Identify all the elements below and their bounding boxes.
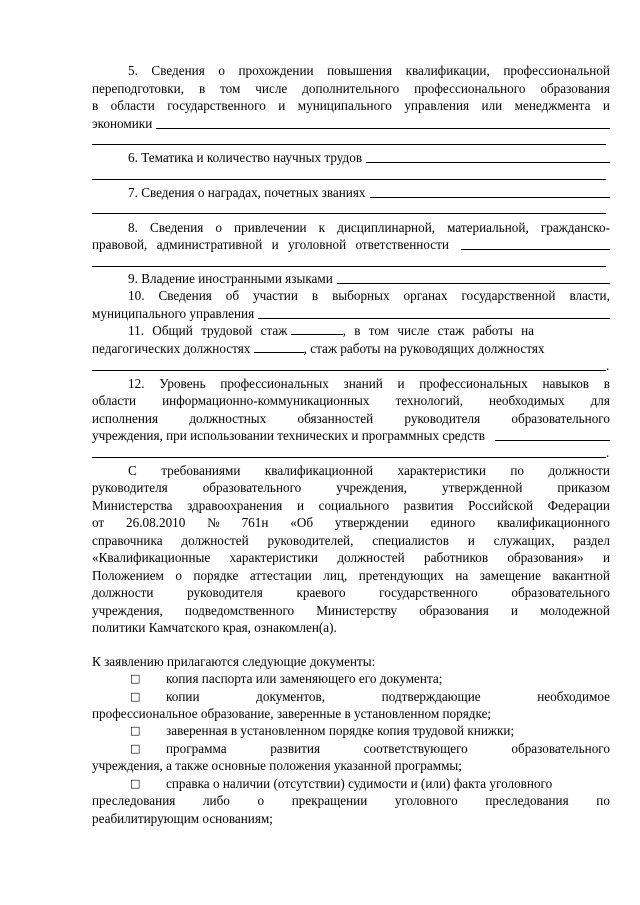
word: государственной xyxy=(461,288,556,303)
word: дисциплинарной, xyxy=(337,220,436,235)
ack-line-6 xyxy=(92,549,610,566)
word: в xyxy=(603,376,610,391)
word: привлечении xyxy=(234,220,307,235)
word: исполнения xyxy=(92,411,159,426)
word: либо xyxy=(202,793,230,808)
item-11-blank-rule xyxy=(92,370,606,371)
word: руководителей, xyxy=(267,533,354,548)
word: органах xyxy=(403,288,448,303)
word: руководителя xyxy=(404,411,481,426)
word: Сведения xyxy=(149,220,204,235)
word: преследования xyxy=(485,793,569,808)
word: муниципального xyxy=(297,98,392,113)
attachment-2-line-2: профессиональное образование, заверенные в установленном порядке; xyxy=(92,706,492,721)
word: и xyxy=(397,376,405,391)
word: руководителя xyxy=(187,585,263,600)
item-12-line-3 xyxy=(92,410,610,427)
word: навыков xyxy=(542,376,590,391)
word: Сведения xyxy=(151,63,205,78)
word: требованиями xyxy=(161,463,241,478)
word: прекращении xyxy=(291,793,368,808)
ack-line-3 xyxy=(92,497,610,514)
ack-line-7 xyxy=(92,567,610,584)
word: преследования xyxy=(92,793,176,808)
word: или xyxy=(481,98,503,113)
word: по xyxy=(596,793,610,808)
item-11-ped-stazh-blank xyxy=(254,340,304,353)
item-8-blank-rule xyxy=(92,266,606,267)
word: квалификации, xyxy=(405,63,490,78)
word: и xyxy=(278,98,286,113)
word: о xyxy=(218,63,225,78)
word: раздел xyxy=(573,533,610,548)
word: и xyxy=(467,533,475,548)
word: развития xyxy=(270,741,321,756)
word: менеджмента xyxy=(514,98,591,113)
item-6-blank-rule xyxy=(92,179,606,180)
word: в xyxy=(198,81,206,96)
word: в xyxy=(311,288,319,303)
word: переподготовки, xyxy=(92,81,185,96)
item-6-blank xyxy=(366,150,610,163)
item-12-line-4 xyxy=(92,427,610,444)
ack-line-4 xyxy=(92,514,610,531)
word: соответствующего xyxy=(363,741,468,756)
word: образования» xyxy=(507,550,584,565)
word: уголовного xyxy=(394,793,458,808)
word: С xyxy=(128,463,137,478)
word: «Об xyxy=(290,515,314,530)
item-7-blank xyxy=(370,185,610,198)
item-8-line-1 xyxy=(128,219,610,236)
item-5-text-end: экономики xyxy=(92,116,153,131)
attachment-1: копия паспорта или заменяющего его документа; xyxy=(166,671,443,686)
word: государственного xyxy=(167,98,266,113)
word: служащих, xyxy=(493,533,555,548)
item-7-blank-rule xyxy=(92,213,606,214)
word: единого xyxy=(430,515,476,530)
ack-line-10: политики Камчатского края, ознакомлен(а). xyxy=(92,620,337,635)
item-10-blank xyxy=(258,306,610,319)
word: программа xyxy=(166,741,227,756)
attachment-4-line-2: учреждения, а также основные положения указанной программы; xyxy=(92,758,462,773)
item-7-text: 7. Сведения о наградах, почетных званиях xyxy=(128,185,366,200)
item-11-text-b: , в том числе стаж работы на xyxy=(342,323,535,338)
word: прохождении xyxy=(238,63,314,78)
item-12-blank xyxy=(495,428,610,441)
word: утверждении xyxy=(334,515,409,530)
item-6-text: 6. Тематика и количество научных трудов xyxy=(128,150,363,165)
word: образовательного xyxy=(202,480,302,495)
word: информационно-коммуникационных xyxy=(162,393,370,408)
word: 26.08.2010 xyxy=(126,515,186,530)
word: квалификационного xyxy=(497,515,610,530)
word: повышения xyxy=(327,63,393,78)
word: и xyxy=(602,550,610,565)
checkbox-icon: □ xyxy=(130,777,141,790)
word: социального xyxy=(318,498,390,513)
word: государственного xyxy=(379,585,478,600)
word: образовательного xyxy=(511,585,610,600)
word: технологий, xyxy=(395,393,463,408)
word: 8. xyxy=(128,220,138,235)
word: Российской xyxy=(468,498,534,513)
word: необходимых xyxy=(489,393,565,408)
item-11-period: . xyxy=(606,358,610,373)
attachments-heading: К заявлению прилагаются следующие документы: xyxy=(92,654,376,669)
ack-line-2 xyxy=(92,479,610,496)
word: образовательного xyxy=(511,411,610,426)
word: развития xyxy=(403,498,454,513)
word: должностных xyxy=(189,411,267,426)
word: должности xyxy=(92,585,154,600)
word: о xyxy=(257,793,265,808)
word: справочника xyxy=(92,533,163,548)
word: 12. xyxy=(128,376,145,391)
word: копии xyxy=(166,689,200,704)
word: об xyxy=(225,288,240,303)
item-9-blank xyxy=(337,271,610,284)
word: власти, xyxy=(569,288,610,303)
word: профессионального xyxy=(414,81,526,96)
word: том xyxy=(220,81,241,96)
item-8-text-end: правовой, административной и уголовной ответственности xyxy=(92,237,449,252)
word: Положением xyxy=(92,568,164,583)
word: числе xyxy=(255,81,288,96)
word: вакантной xyxy=(552,568,610,583)
item-11-text-d: , стаж работы на руководящих должностях xyxy=(303,341,545,356)
word: аттестации xyxy=(249,568,312,583)
item-10-text-end: муниципального управления xyxy=(92,306,255,321)
word: должностей xyxy=(181,533,249,548)
item-12-period: . xyxy=(606,445,610,460)
attachment-2-line-1 xyxy=(166,688,610,705)
item-7-line xyxy=(128,184,610,201)
item-12-blank-rule xyxy=(92,457,606,458)
checkbox-icon: □ xyxy=(130,724,141,737)
item-11-total-stazh-blank xyxy=(291,322,343,335)
word: на xyxy=(455,568,469,583)
word: здравоохранения xyxy=(187,498,283,513)
word: и xyxy=(510,603,518,618)
word: характеристики xyxy=(397,463,486,478)
item-12-line-1 xyxy=(128,375,610,392)
word: работников xyxy=(424,550,489,565)
attachment-3: заверенная в установленном порядке копия трудовой книжки; xyxy=(166,723,515,738)
word: должностей xyxy=(337,550,405,565)
word: учреждения, xyxy=(92,603,163,618)
word: должности xyxy=(548,463,610,478)
word: по xyxy=(510,463,525,478)
word: 5. xyxy=(128,63,138,78)
word: в xyxy=(92,98,99,113)
word: 761н xyxy=(241,515,269,530)
word: 10. xyxy=(128,288,145,303)
item-12-line-2 xyxy=(92,392,610,409)
word: области xyxy=(92,393,137,408)
word: замещение xyxy=(479,568,541,583)
word: профессиональной xyxy=(503,63,610,78)
word: приказом xyxy=(557,480,610,495)
word: и xyxy=(296,498,304,513)
word: участии xyxy=(253,288,298,303)
word: профессиональных xyxy=(419,376,528,391)
word: утвержденной xyxy=(442,480,523,495)
checkbox-icon: □ xyxy=(130,742,141,755)
ack-line-5 xyxy=(92,532,610,549)
word: выборных xyxy=(332,288,390,303)
word: обязанностей xyxy=(297,411,374,426)
word: Министерства xyxy=(92,498,173,513)
word: № xyxy=(207,515,220,530)
item-5-line-4 xyxy=(92,115,610,132)
item-5-line-3 xyxy=(92,97,610,114)
word: квалификационной xyxy=(264,463,374,478)
item-9-text: 9. Владение иностранными языками xyxy=(128,271,333,286)
word: управления xyxy=(404,98,470,113)
word: подведомственного xyxy=(184,603,295,618)
item-10-line-1 xyxy=(128,287,610,304)
word: «Квалификационные xyxy=(92,550,211,565)
word: образования xyxy=(540,81,610,96)
word: к xyxy=(318,220,326,235)
word: и xyxy=(602,98,610,113)
item-9-line xyxy=(128,270,610,287)
word: документов, xyxy=(256,689,326,704)
item-5-blank-rule xyxy=(92,144,606,145)
item-11-text-a: 11. Общий трудовой стаж xyxy=(128,323,288,338)
attachment-4-line-1 xyxy=(166,740,610,757)
word: необходимое xyxy=(537,689,610,704)
word: профессиональных xyxy=(220,376,329,391)
item-10-line-2 xyxy=(92,305,610,322)
checkbox-icon: □ xyxy=(130,690,141,703)
ack-line-1 xyxy=(128,462,610,479)
word: порядке xyxy=(193,568,239,583)
word: Уровень xyxy=(159,376,206,391)
word: руководителя xyxy=(92,480,168,495)
word: краевого xyxy=(296,585,346,600)
checkbox-icon: □ xyxy=(130,672,141,685)
word: гражданско- xyxy=(540,220,610,235)
word: Федерации xyxy=(547,498,610,513)
ack-line-8 xyxy=(92,584,610,601)
word: знаний xyxy=(343,376,383,391)
item-8-line-2 xyxy=(92,236,610,253)
attachment-5-line-1: справка о наличии (отсутствии) судимости и (или) факта уголовного xyxy=(166,776,553,791)
item-5-line-1 xyxy=(128,62,610,79)
word: Сведения xyxy=(158,288,212,303)
item-11-line-2 xyxy=(92,340,610,357)
attachment-5-line-2 xyxy=(92,792,610,809)
word: о xyxy=(215,220,222,235)
item-11-text-c: педагогических должностях xyxy=(92,341,251,356)
word: образовательного xyxy=(511,741,610,756)
item-8-blank xyxy=(461,237,610,250)
item-5-line-2 xyxy=(92,80,610,97)
item-11-line-1 xyxy=(128,322,610,339)
word: дополнительного xyxy=(302,81,400,96)
word: лиц, xyxy=(323,568,348,583)
attachment-5-line-3: реабилитирующим основаниям; xyxy=(92,811,273,826)
word: о xyxy=(175,568,182,583)
word: от xyxy=(92,515,105,530)
word: учреждения, xyxy=(336,480,408,495)
word: Министерству xyxy=(316,603,398,618)
word: материальной, xyxy=(447,220,529,235)
word: подтверждающие xyxy=(381,689,481,704)
item-6-line xyxy=(128,149,610,166)
word: образования xyxy=(419,603,489,618)
item-12-text-end: учреждения, при использовании технических и программных средств xyxy=(92,428,486,443)
word: области xyxy=(110,98,155,113)
ack-line-9 xyxy=(92,602,610,619)
word: специалистов xyxy=(372,533,449,548)
word: для xyxy=(590,393,610,408)
word: характеристики xyxy=(229,550,318,565)
word: претендующих xyxy=(358,568,444,583)
word: молодежной xyxy=(540,603,610,618)
item-5-blank xyxy=(156,116,610,129)
